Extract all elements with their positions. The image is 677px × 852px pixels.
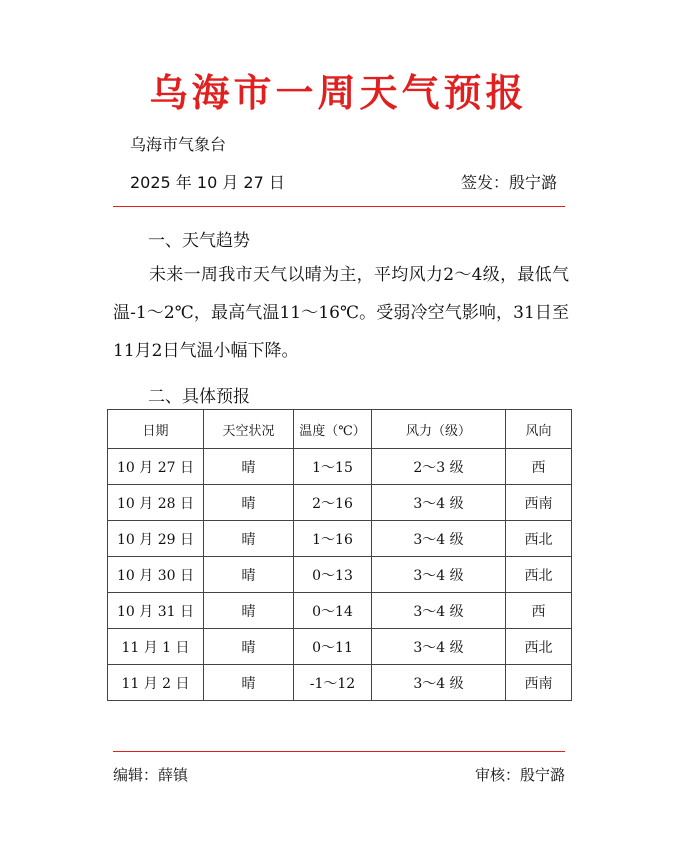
- cell-date: 11 月 1 日: [108, 629, 204, 665]
- cell-temperature: -1～12: [294, 665, 372, 701]
- section-trend-title: 一、天气趋势: [148, 231, 250, 251]
- issuer-name: 乌海市气象台: [130, 135, 227, 154]
- cell-sky: 晴: [204, 629, 294, 665]
- cell-temperature: 0～13: [294, 557, 372, 593]
- trend-paragraph: 未来一周我市天气以晴为主，平均风力2～4级，最低气温-1～2℃，最高气温11～16℃。受弱冷空气影响，31日至11月2日气温小幅下降。: [113, 265, 569, 361]
- cell-wind-force: 3～4 级: [372, 629, 506, 665]
- header-divider: [113, 206, 565, 207]
- table-row: [108, 629, 572, 665]
- cell-wind-direction: 西北: [506, 521, 572, 557]
- cell-sky: 晴: [204, 485, 294, 521]
- cell-wind-direction: 西: [506, 449, 572, 485]
- cell-sky: 晴: [204, 593, 294, 629]
- table-row: [108, 593, 572, 629]
- cell-temperature: 2～16: [294, 485, 372, 521]
- signer: 签发：殷宁潞: [460, 173, 557, 192]
- table-header-row: [108, 410, 572, 449]
- forecast-table: [107, 409, 572, 701]
- cell-wind-direction: 西南: [506, 485, 572, 521]
- cell-wind-direction: 西北: [506, 629, 572, 665]
- cell-wind-force: 2～3 级: [372, 449, 506, 485]
- table-row: [108, 521, 572, 557]
- header-wind-direction: 风向: [506, 410, 572, 449]
- cell-temperature: 1～16: [294, 521, 372, 557]
- cell-wind-force: 3～4 级: [372, 593, 506, 629]
- cell-date: 10 月 29 日: [108, 521, 204, 557]
- header-sky: 天空状况: [204, 410, 294, 449]
- cell-wind-force: 3～4 级: [372, 485, 506, 521]
- table-row: [108, 557, 572, 593]
- cell-wind-direction: 西南: [506, 665, 572, 701]
- footer: [113, 764, 565, 786]
- cell-date: 10 月 27 日: [108, 449, 204, 485]
- table-row: [108, 449, 572, 485]
- editor-credit: 编辑：薛镇: [113, 766, 189, 784]
- meta-row: [130, 170, 557, 192]
- cell-sky: 晴: [204, 557, 294, 593]
- cell-temperature: 0～14: [294, 593, 372, 629]
- table-row: [108, 485, 572, 521]
- cell-date: 11 月 2 日: [108, 665, 204, 701]
- cell-sky: 晴: [204, 449, 294, 485]
- cell-wind-direction: 西: [506, 593, 572, 629]
- cell-temperature: 1～15: [294, 449, 372, 485]
- cell-temperature: 0～11: [294, 629, 372, 665]
- header-date: 日期: [108, 410, 204, 449]
- header-wind-force: 风力（级）: [372, 410, 506, 449]
- reviewer-credit: 审核：殷宁潞: [474, 766, 565, 784]
- cell-date: 10 月 28 日: [108, 485, 204, 521]
- cell-sky: 晴: [204, 665, 294, 701]
- cell-wind-force: 3～4 级: [372, 521, 506, 557]
- cell-date: 10 月 30 日: [108, 557, 204, 593]
- issue-date: 2025 年 10 月 27 日: [130, 173, 285, 192]
- document-title: 乌海市一周天气预报: [149, 71, 528, 115]
- cell-wind-force: 3～4 级: [372, 557, 506, 593]
- table-row: [108, 665, 572, 701]
- cell-date: 10 月 31 日: [108, 593, 204, 629]
- cell-wind-direction: 西北: [506, 557, 572, 593]
- header-temperature: 温度（℃）: [294, 410, 372, 449]
- footer-divider: [113, 751, 565, 752]
- section-detail-title: 二、具体预报: [148, 387, 250, 407]
- cell-sky: 晴: [204, 521, 294, 557]
- cell-wind-force: 3～4 级: [372, 665, 506, 701]
